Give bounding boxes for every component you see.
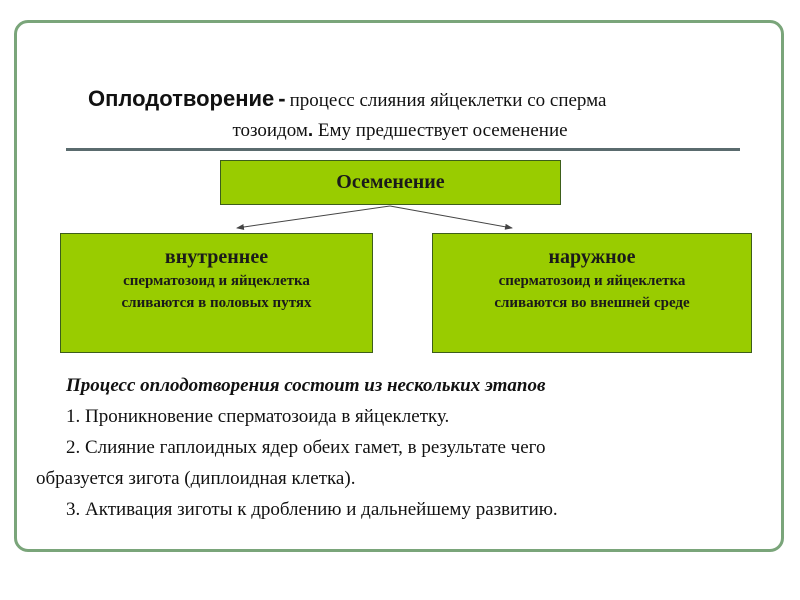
stage-item-2-continued: образуется зигота (диплоидная клетка). (36, 468, 356, 489)
child-box-external-heading: наружное (548, 246, 636, 268)
stage-item-1: 1. Проникновение сперматозоида в яйцеклетку. (66, 406, 450, 427)
child-box-internal-line-1: сперматозоид и яйцеклетка (123, 273, 310, 289)
title-term: Оплодотворение (88, 86, 275, 111)
child-box-internal-heading: внутреннее (164, 246, 269, 268)
root-box-insemination (220, 160, 561, 205)
title-line-2 (0, 120, 800, 142)
child-box-external-line-2: сливаются во внешней среде (494, 295, 690, 311)
child-box-external (432, 233, 752, 353)
title-definition-part-3: Ему предшествует осеменение (317, 120, 568, 141)
stages-heading: Процесс оплодотворения состоит из нескольких этапов (66, 375, 546, 396)
child-box-external-line-1: сперматозоид и яйцеклетка (498, 273, 686, 289)
root-box-label: Осеменение (336, 171, 445, 193)
title-underline (66, 148, 740, 151)
child-box-internal (60, 233, 373, 353)
title-definition-part-1: процесс слияния яйцеклетки со сперма (289, 90, 607, 111)
title-period: . (307, 120, 314, 141)
title-dash: - (278, 86, 286, 111)
title-definition-part-2: тозоидом (232, 120, 308, 141)
child-box-internal-line-2: сливаются в половых путях (121, 295, 312, 311)
stage-item-3: 3. Активация зиготы к дроблению и дальнейшему развитию. (66, 499, 558, 520)
stage-item-2: 2. Слияние гаплоидных ядер обеих гамет, в результате чего (66, 437, 546, 458)
title-line-1 (88, 86, 606, 112)
stages-section (36, 370, 776, 525)
